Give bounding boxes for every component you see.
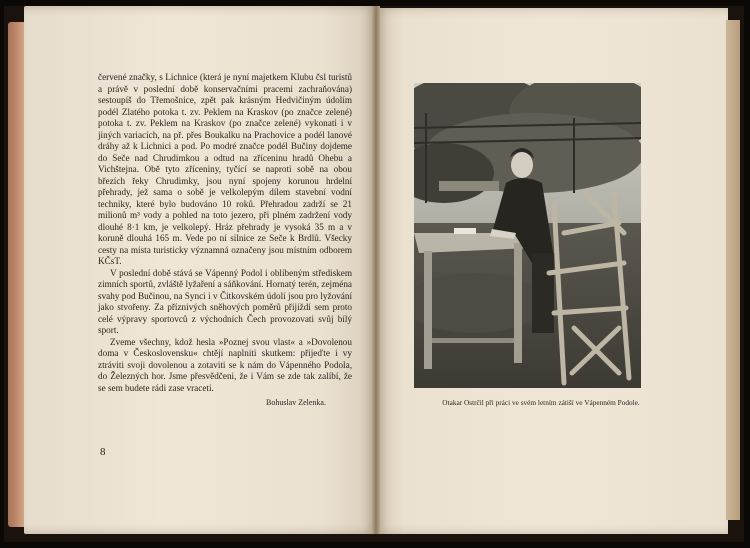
author-signature: Bohuslav Zelenka. xyxy=(266,398,326,407)
page-number: 8 xyxy=(100,446,106,458)
paragraph: V poslední době stává se Vápenný Podol i oblíbeným střediskem zimních sportů, zvláště lyžaření a sáňkování. Hornatý terén, zejména svahy pod Bučinou, na Synci i v Čitkovském údolí jsou pro lyžování jako stvořeny. Za příznivých sněhových poměrů přijíždí sem proto celé výpravy sportovců z východních Čech provozovati svůj bílý sport. xyxy=(98,267,352,335)
body-text xyxy=(98,72,352,394)
book-gutter xyxy=(372,6,380,534)
paragraph: Zveme všechny, kdož hesla »Poznej svou vlast« a »Dovolenou doma v Československu« chtějí naplniti skutkem: přijeďte i vy ztráviti svoji dovolenou a zotaviti se k nám do Vápenného Podola, do Železných hor. Jsme přesvědčeni, že i Vám se zde tak zalíbí, že se sem budete rádi zase vraceti. xyxy=(98,336,352,393)
photo-caption: Otakar Ostrčil při práci ve svém letním zátiší ve Vápenném Podole. xyxy=(442,398,640,407)
paragraph: červené značky, s Lichnice (která je nyní majetkem Klubu čsl turistů a právě v poslední době konservačními pracemi zachraňována) sestoupíš do Třemošnice, zpět pak krásným Hedvičiným údolím podél Zlatého potoka t. zv. Peklem na Kraskov (po značce zelené) potoka t. zv. Peklem na Kraskov (po značce zelené) vykonati i v jiných variacích, na př. přes Boukalku na Prachovice a podél lanové dráhy až k Lichnici a pod. Po modré značce podél Bučiny dojdeme do Seče nad Chrudimkou a odtud na zříceninu hradů Ohebu a Vichštejna. Obě tyto zříceniny, tyčící se naproti sobě na obou březích řeky Chrudimky, jsou nyní spojeny korunou hrdelní přehrady, jež sama o sobě je velkolepým dílem stavební vodní techniky, které bylo budováno 10 roků. Přehradou zadrží se 21 milionů m³ vody a pohled na toto jezero, při plném zadržení vody dlouhé 8·1 km, je velkolepý. Hráz přehrady je vysoká 35 m a v koruně dlouhá 165 m. Vede po ní silnice ze Seče k Brdlů. Všecky cesty na místa turisticky významná označeny jsou místním odborem KČsT. xyxy=(98,72,352,266)
photograph xyxy=(414,83,641,388)
right-page-edge xyxy=(726,20,740,520)
photo-illustration xyxy=(414,83,641,388)
